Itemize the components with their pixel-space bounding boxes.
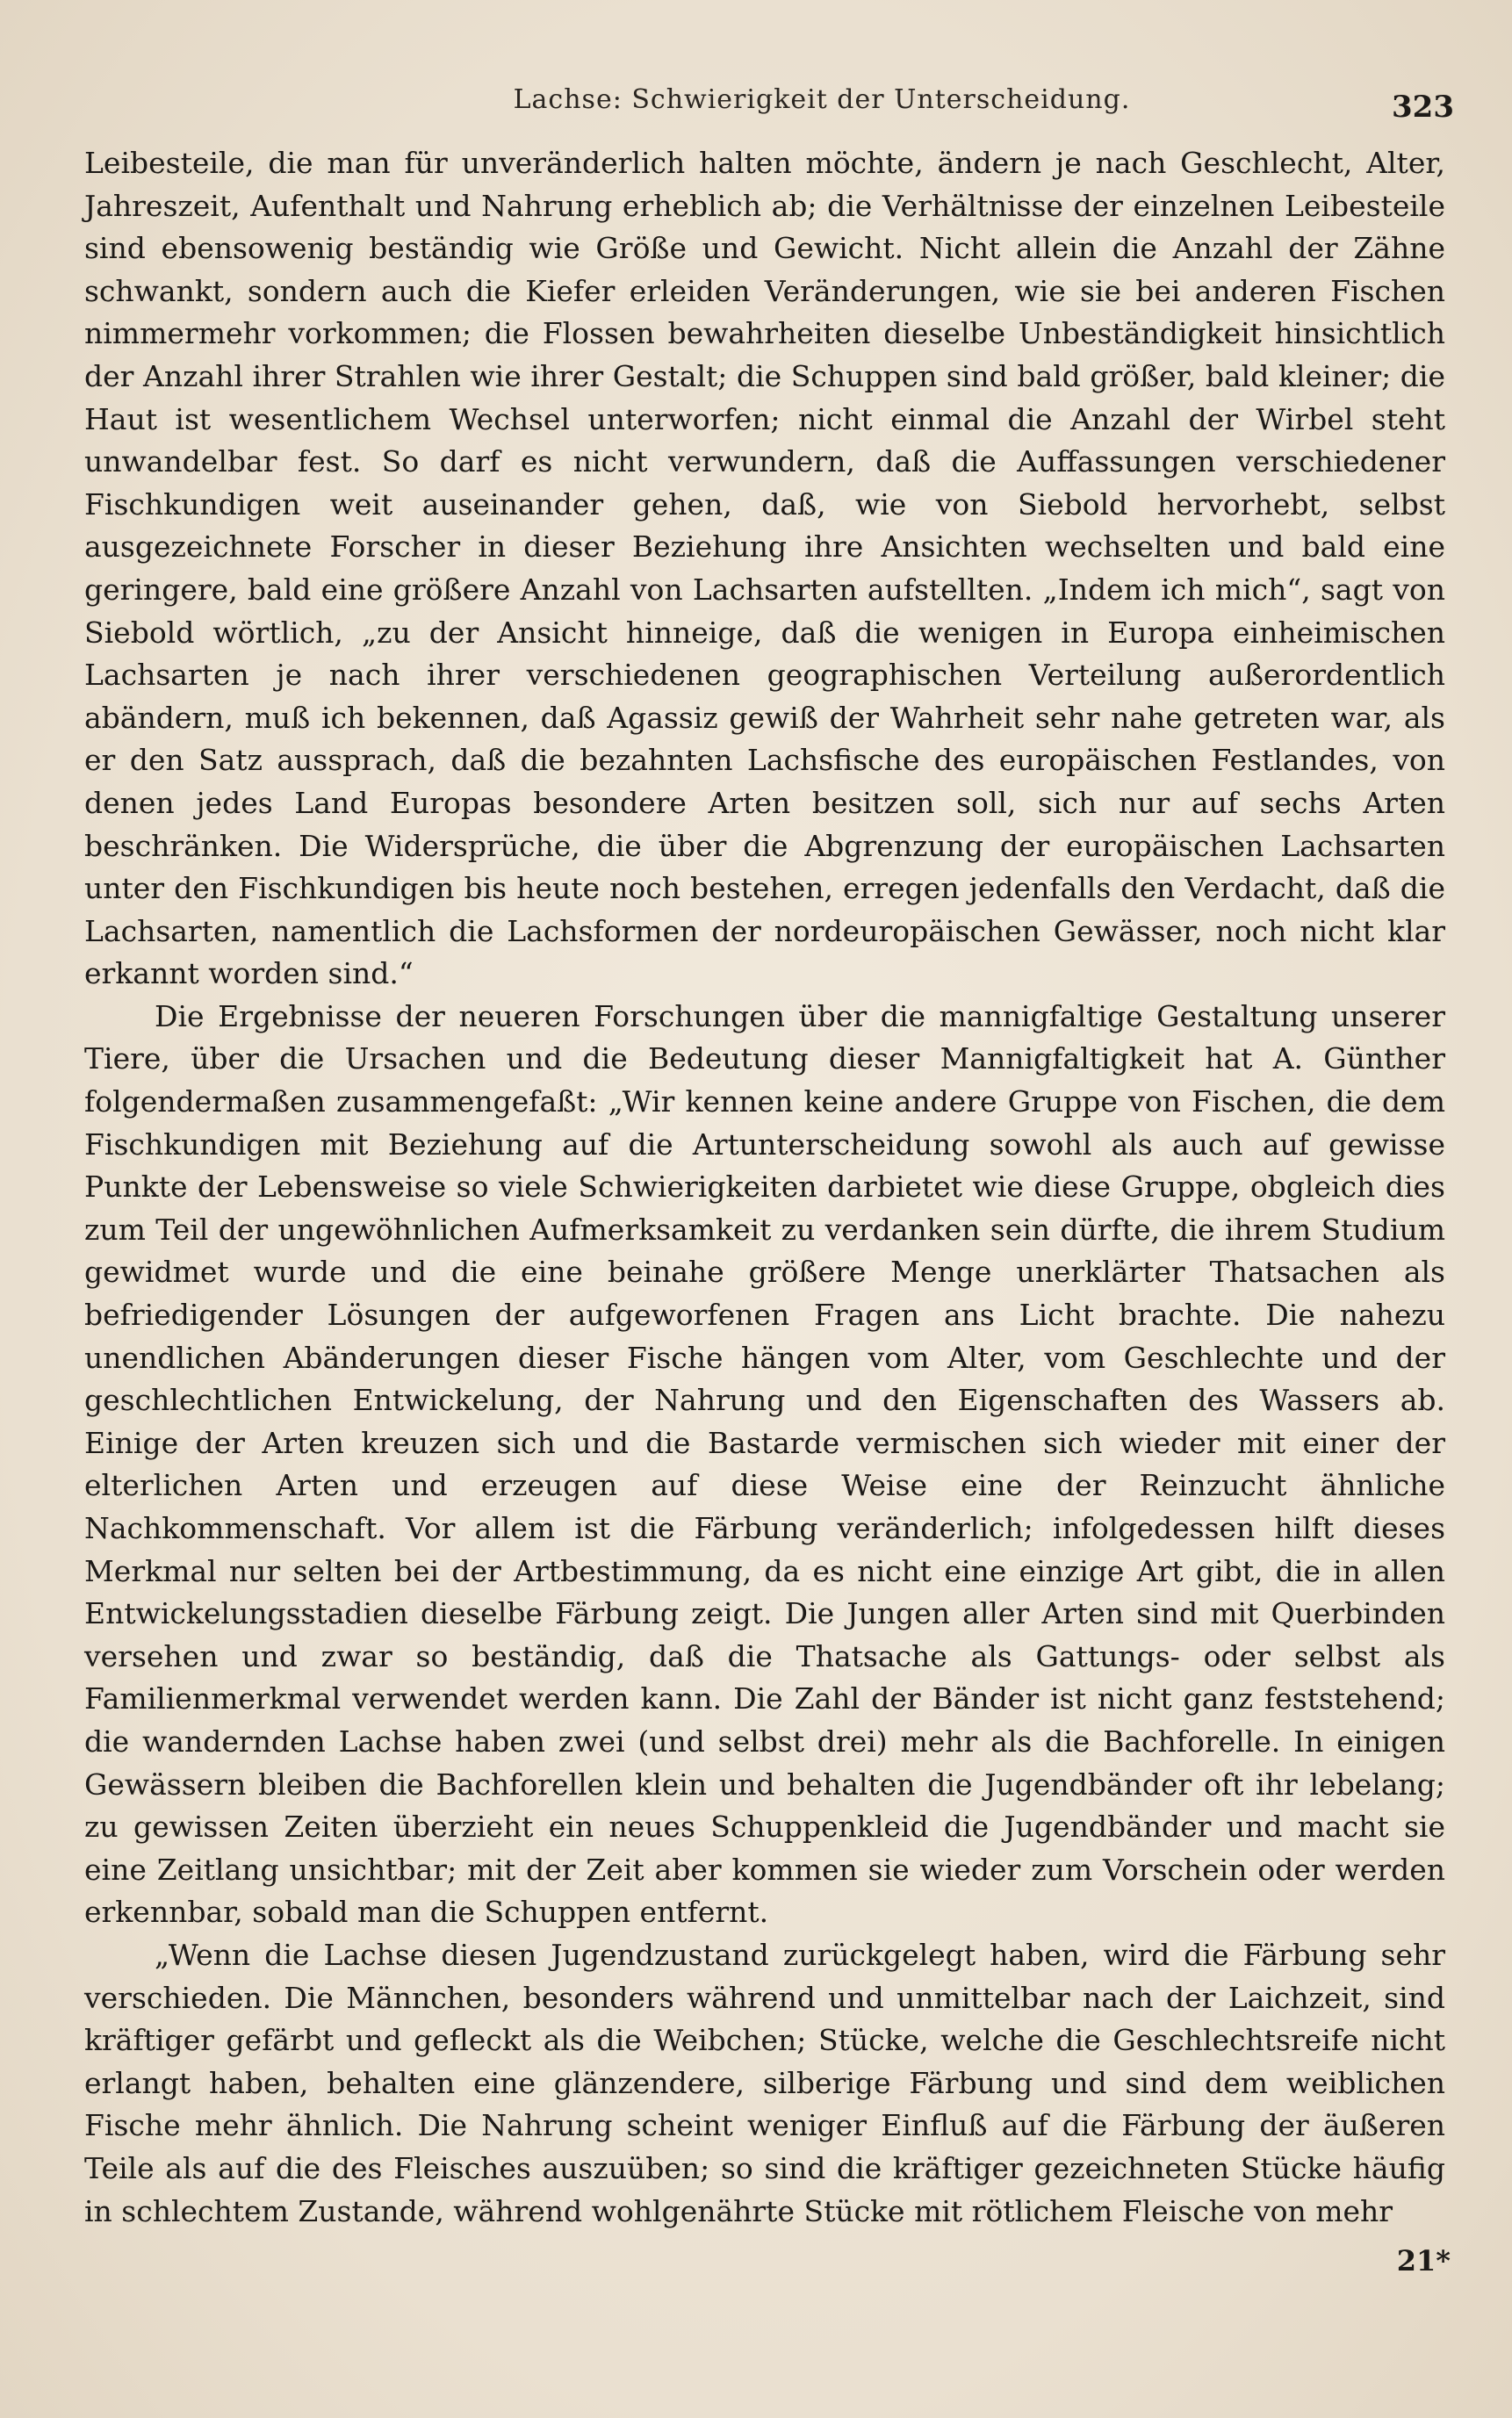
paragraph: Die Ergebnisse der neueren Forschungen über die mannigfaltige Gestaltung unserer Tiere, über die Ursachen und die Bedeutung dieser Mannigfaltigkeit hat A. Günther folgendermaßen zusammengefaßt: „Wir kennen keine andere Gruppe von Fischen, die dem Fischkundigen mit Beziehung auf die Artunterscheidung sowohl als auch auf gewisse Punkte der Lebensweise so viele Schwierigkeiten darbietet wie diese Gruppe, obgleich dies zum Teil der ungewöhnlichen Aufmerksamkeit zu verdanken sein dürfte, die ihrem Studium gewidmet wurde und die eine beinahe größere Menge unerklärter Thatsachen als befriedigender Lösungen der aufgeworfenen Fragen ans Licht brachte. Die nahezu unendlichen Abänderungen dieser Fische hängen vom Alter, vom Geschlechte und der geschlechtlichen Entwickelung, der Nahrung und den Eigenschaften des Wassers ab. Einige der Arten kreuzen sich und die Bastarde vermischen sich wieder mit einer der elterlichen Arten und erzeugen auf diese Weise eine der Reinzucht ähnliche Nachkommenschaft. Vor allem ist die Färbung veränderlich; infolgedessen hilft dieses Merkmal nur selten bei der Artbestimmung, da es nicht eine einzige Art gibt, die in allen Entwickelungsstadien dieselbe Färbung zeigt. Die Jungen aller Arten sind mit Querbinden versehen und zwar so beständig, daß die Thatsache als Gattungs- oder selbst als Familienmerkmal verwendet werden kann. Die Zahl der Bänder ist nicht ganz feststehend; die wandernden Lachse haben zwei (und selbst drei) mehr als die Bachforelle. In einigen Gewässern bleiben die Bachforellen klein und behalten die Jugendbänder oft ihr lebelang; zu gewissen Zeiten überzieht ein neues Schuppenkleid die Jugendbänder und macht sie eine Zeitlang unsichtbar; mit der Zeit aber kommen sie wieder zum Vorschein oder werden erkennbar, sobald man die Schuppen entfernt.	[84, 998, 1445, 1930]
running-title: Lachse: Schwierigkeit der Unterscheidung.	[513, 84, 1131, 115]
paragraph: Leibesteile, die man für unveränderlich halten möchte, ändern je nach Geschlecht, Alter, Jahreszeit, Aufenthalt und Nahrung erheblich ab; die Verhältnisse der einzelnen Leibesteile sind ebensowenig beständig wie Größe und Gewicht. Nicht allein die Anzahl der Zähne schwankt, sondern auch die Kiefer erleiden Veränderungen, wie sie bei anderen Fischen nimmermehr vorkommen; die Flossen bewahrheiten dieselbe Unbeständigkeit hinsichtlich der Anzahl ihrer Strahlen wie ihrer Gestalt; die Schuppen sind bald größer, bald kleiner; die Haut ist wesentlichem Wechsel unterworfen; nicht einmal die Anzahl der Wirbel steht unwandelbar fest. So darf es nicht verwundern, daß die Auffassungen verschiedener Fischkundigen weit auseinander gehen, daß, wie von Siebold hervorhebt, selbst ausgezeichnete Forscher in dieser Beziehung ihre Ansichten wechselten und bald eine geringere, bald eine größere Anzahl von Lachsarten aufstellten. „Indem ich mich“, sagt von Siebold wörtlich, „zu der Ansicht hinneige, daß die wenigen in Europa einheimischen Lachsarten je nach ihrer verschiedenen geographischen Verteilung außerordentlich abändern, muß ich bekennen, daß Agassiz gewiß der Wahrheit sehr nahe getreten war, als er den Satz aussprach, daß die bezahnten Lachsfische des europäischen Festlandes, von denen jedes Land Europas besondere Arten besitzen soll, sich nur auf sechs Arten beschränken. Die Widersprüche, die über die Abgrenzung der europäischen Lachsarten unter den Fischkundigen bis heute noch bestehen, erregen jedenfalls den Verdacht, daß die Lachsarten, namentlich die Lachsformen der nordeuropäischen Gewässer, noch nicht klar erkannt worden sind.“	[84, 146, 1445, 991]
signature-mark: 21*	[1396, 2244, 1451, 2278]
paragraph: „Wenn die Lachse diesen Jugendzustand zurückgelegt haben, wird die Färbung sehr verschieden. Die Männchen, besonders während und unmittelbar nach der Laichzeit, sind kräftiger gefärbt und gefleckt als die Weibchen; Stücke, welche die Geschlechtsreife nicht erlangt haben, behalten eine glänzendere, silberige Färbung und sind dem weiblichen Fische mehr ähnlich. Die Nahrung scheint weniger Einfluß auf die Färbung der äußeren Teile als auf die des Fleisches auszuüben; so sind die kräftiger gezeichneten Stücke häufig in schlechtem Zustande, während wohlgenährte Stücke mit rötlichem Fleische von mehr	[84, 1937, 1445, 2228]
running-head	[84, 84, 1454, 137]
page-number: 323	[1392, 90, 1454, 125]
body-text	[84, 142, 1445, 2233]
